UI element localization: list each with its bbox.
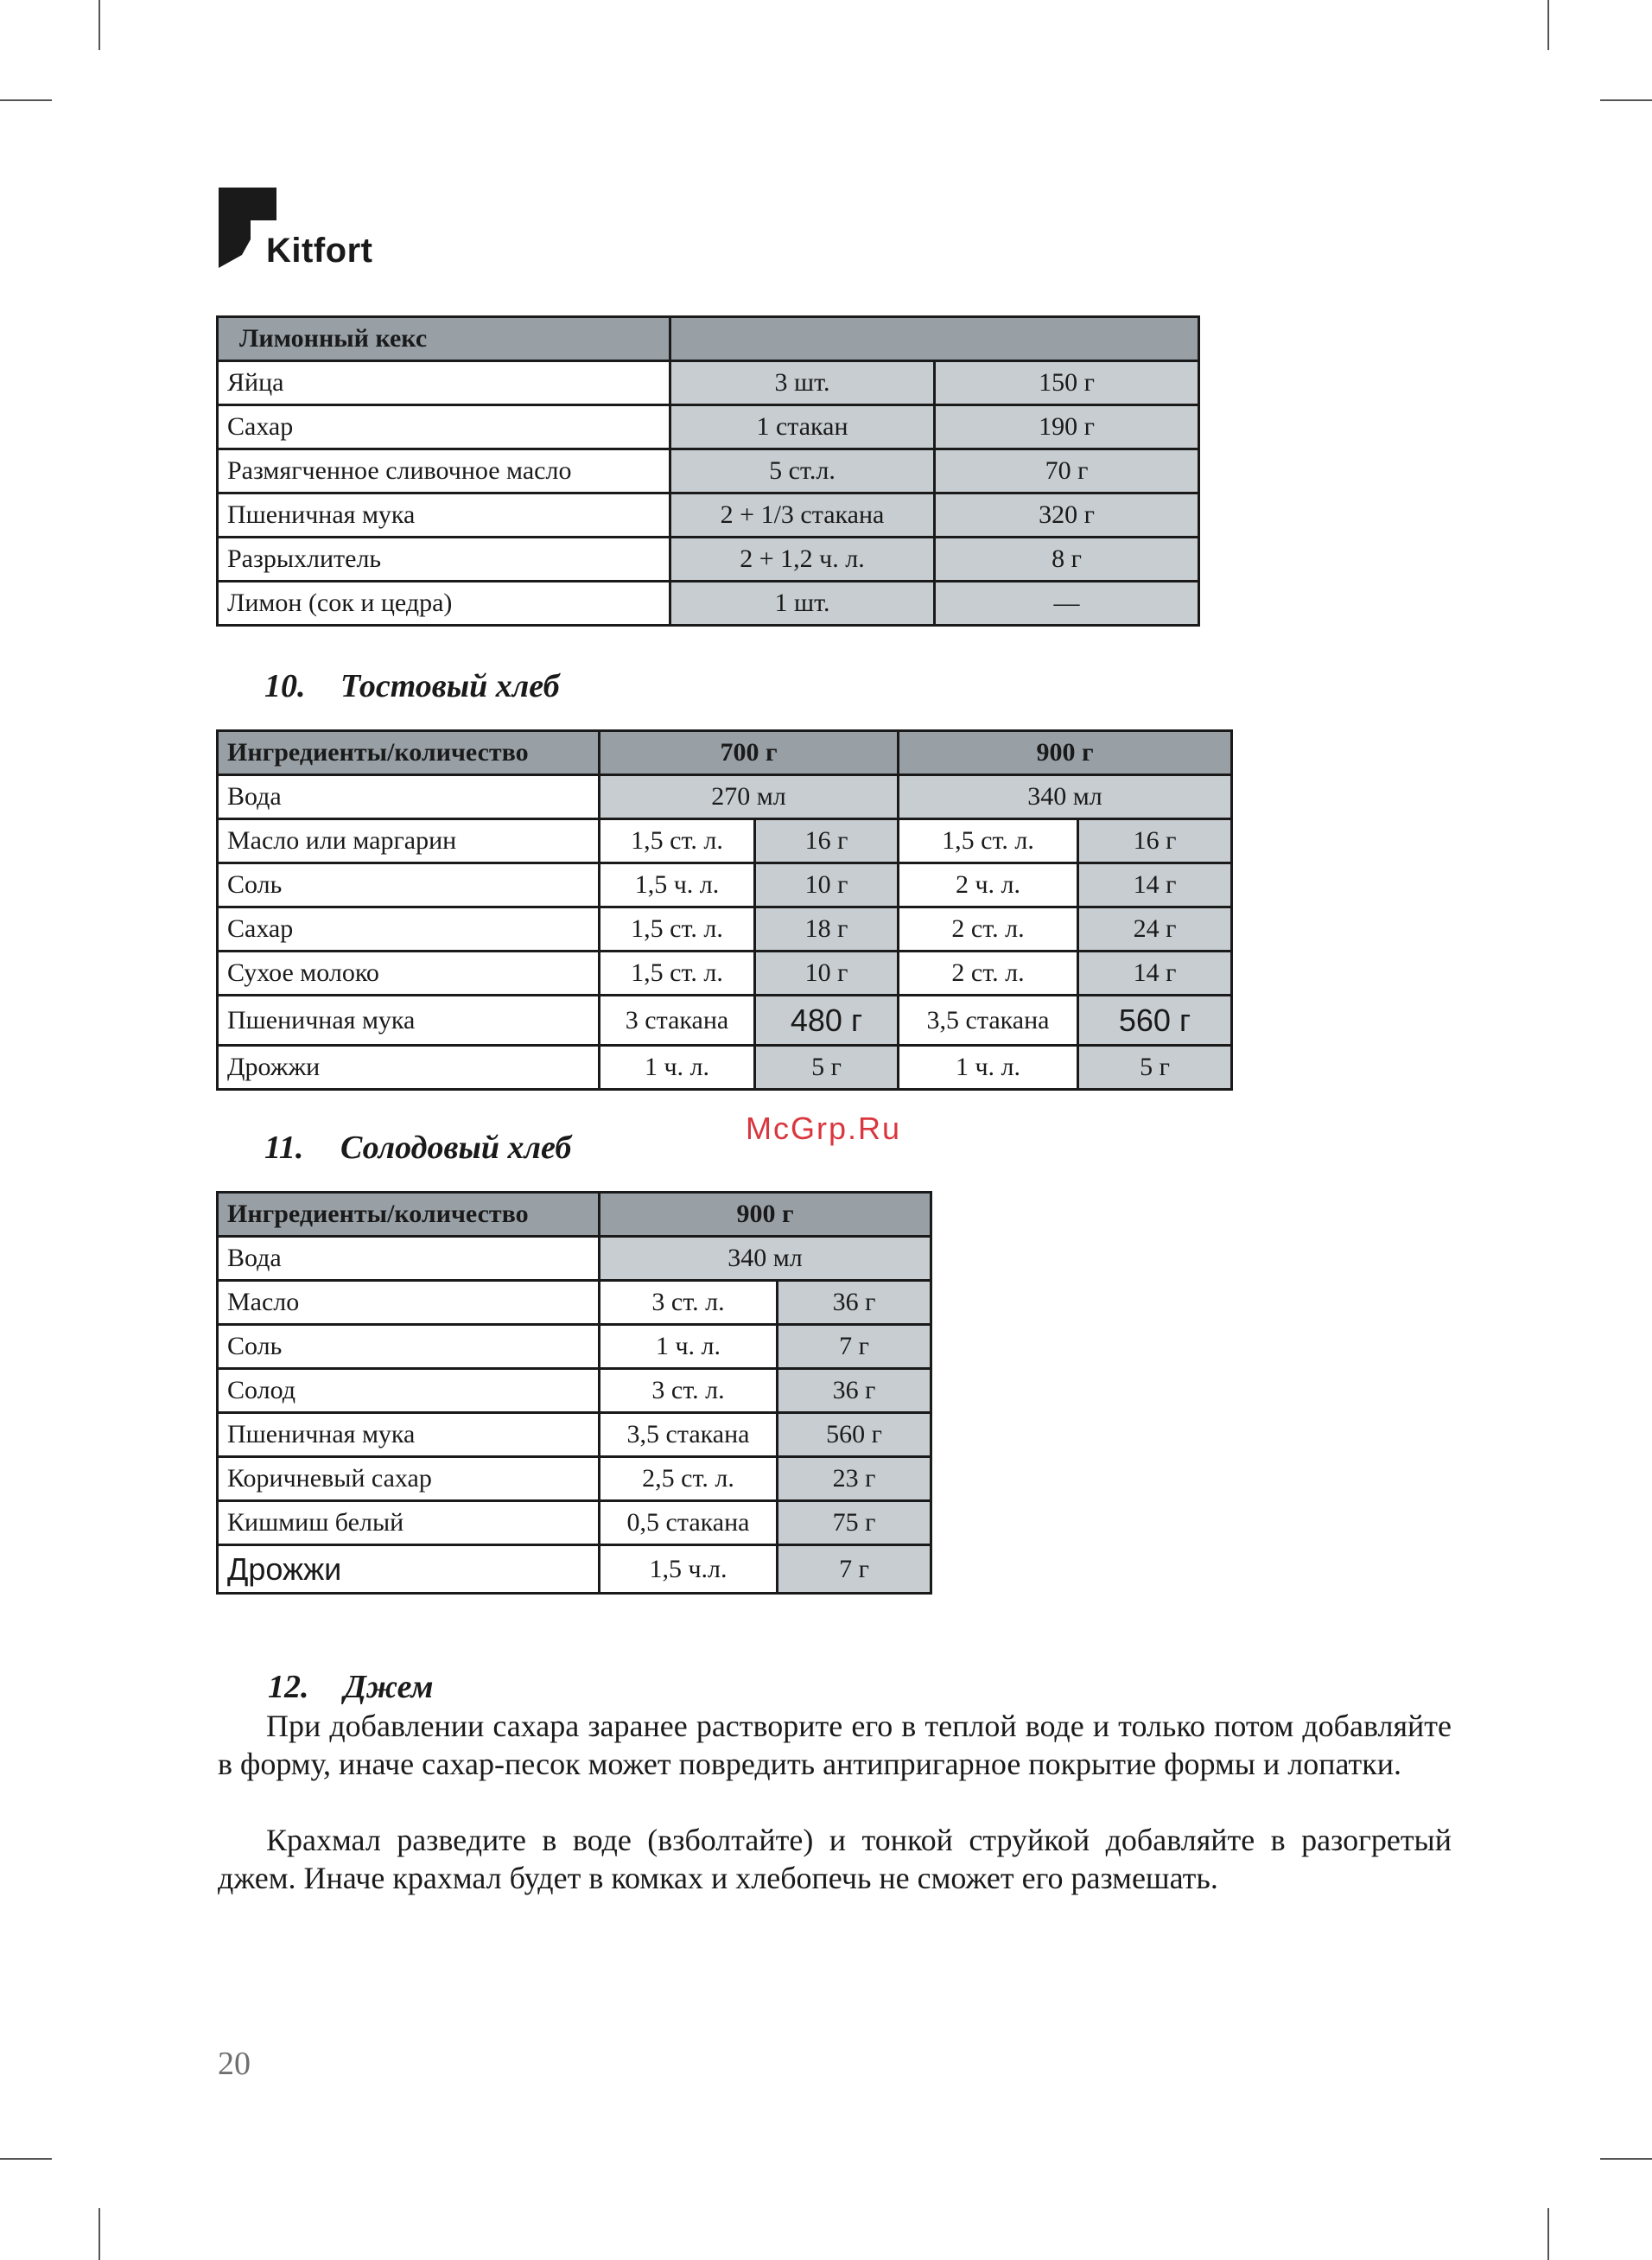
crop-mark bbox=[0, 2158, 52, 2160]
ingredient-weight: 18 г bbox=[755, 907, 899, 952]
ingredient-name: Соль bbox=[218, 1325, 600, 1369]
ingredient-name: Дрожжи bbox=[218, 1545, 600, 1594]
ingredient-weight: 7 г bbox=[778, 1545, 931, 1594]
crop-mark bbox=[1547, 2208, 1549, 2260]
ingredient-weight: 7 г bbox=[778, 1325, 931, 1369]
ingredient-weight: 36 г bbox=[778, 1281, 931, 1325]
ingredient-weight: — bbox=[935, 582, 1199, 626]
ingredient-name: Масло или маргарин bbox=[218, 819, 600, 863]
ingredient-weight: 16 г bbox=[755, 819, 899, 863]
ingredient-weight: 340 мл bbox=[899, 775, 1232, 819]
crop-mark bbox=[1547, 0, 1549, 50]
crop-mark bbox=[98, 0, 100, 50]
ingredient-name: Пшеничная мука bbox=[218, 996, 600, 1046]
table-row bbox=[218, 538, 1199, 582]
lemon-cake-table bbox=[216, 315, 1200, 627]
ingredient-weight: 270 мл bbox=[600, 775, 899, 819]
ingredient-weight: 14 г bbox=[1078, 863, 1232, 907]
ingredient-weight: 560 г bbox=[1078, 996, 1232, 1046]
ingredient-qty: 5 ст.л. bbox=[670, 449, 935, 493]
table-row bbox=[218, 907, 1232, 952]
ingredient-weight: 24 г bbox=[1078, 907, 1232, 952]
ingredient-qty: 1,5 ч.л. bbox=[600, 1545, 778, 1594]
table-row bbox=[218, 1457, 931, 1501]
brand-name: Kitfort bbox=[266, 232, 373, 270]
column-header: Ингредиенты/количество bbox=[218, 1193, 600, 1237]
ingredient-qty: 3 шт. bbox=[670, 361, 935, 405]
ingredient-weight: 8 г bbox=[935, 538, 1199, 582]
section-10-heading bbox=[264, 667, 560, 705]
crop-mark bbox=[1600, 2158, 1652, 2160]
ingredient-qty: 3,5 стакана bbox=[600, 1413, 778, 1457]
table-row bbox=[218, 1369, 931, 1413]
ingredient-name: Яйца bbox=[218, 361, 670, 405]
ingredient-name: Масло bbox=[218, 1281, 600, 1325]
ingredient-weight: 320 г bbox=[935, 493, 1199, 538]
ingredient-weight: 10 г bbox=[755, 863, 899, 907]
ingredient-weight: 16 г bbox=[1078, 819, 1232, 863]
jam-paragraph-1: При добавлении сахара заранее растворите его в теплой воде и только потом добавляйте в форму, иначе сахар-песок может повредить антипригарное покрытие формы и лопатки. bbox=[218, 1709, 1452, 1781]
ingredient-qty: 1,5 ст. л. bbox=[600, 952, 755, 996]
ingredient-name: Разрыхлитель bbox=[218, 538, 670, 582]
ingredient-name: Дрожжи bbox=[218, 1046, 600, 1090]
ingredient-qty: 3 ст. л. bbox=[600, 1281, 778, 1325]
malt-bread-table bbox=[216, 1191, 932, 1595]
watermark-text: McGrp.Ru bbox=[746, 1111, 902, 1146]
section-12-heading bbox=[268, 1668, 434, 1706]
ingredient-weight: 70 г bbox=[935, 449, 1199, 493]
ingredient-weight: 14 г bbox=[1078, 952, 1232, 996]
ingredient-qty: 1 ч. л. bbox=[899, 1046, 1078, 1090]
section-title: Солодовый хлеб bbox=[340, 1130, 572, 1166]
ingredient-qty: 2,5 ст. л. bbox=[600, 1457, 778, 1501]
ingredient-weight: 10 г bbox=[755, 952, 899, 996]
table-row bbox=[218, 863, 1232, 907]
table-row bbox=[218, 1281, 931, 1325]
ingredient-name: Лимон (сок и цедра) bbox=[218, 582, 670, 626]
ingredient-qty: 1 ч. л. bbox=[600, 1325, 778, 1369]
ingredient-name: Коричневый сахар bbox=[218, 1457, 600, 1501]
ingredient-name: Пшеничная мука bbox=[218, 1413, 600, 1457]
ingredient-name: Размягченное сливочное масло bbox=[218, 449, 670, 493]
ingredient-name: Вода bbox=[218, 775, 600, 819]
ingredient-qty: 1 стакан bbox=[670, 405, 935, 449]
table-row bbox=[218, 952, 1232, 996]
page-number: 20 bbox=[218, 2046, 251, 2082]
ingredient-qty: 2 ч. л. bbox=[899, 863, 1078, 907]
column-header: 700 г bbox=[600, 731, 899, 775]
ingredient-qty: 3 стакана bbox=[600, 996, 755, 1046]
ingredient-name: Кишмиш белый bbox=[218, 1501, 600, 1545]
table-row bbox=[218, 1237, 931, 1281]
ingredient-qty: 1,5 ст. л. bbox=[600, 907, 755, 952]
ingredient-weight: 190 г bbox=[935, 405, 1199, 449]
section-11-heading bbox=[264, 1129, 571, 1167]
section-title: Джем bbox=[344, 1669, 434, 1705]
section-number: 10. bbox=[264, 668, 306, 704]
ingredient-name: Сахар bbox=[218, 907, 600, 952]
column-header: 900 г bbox=[600, 1193, 931, 1237]
ingredient-name: Соль bbox=[218, 863, 600, 907]
ingredient-qty: 3,5 стакана bbox=[899, 996, 1078, 1046]
table-row bbox=[218, 493, 1199, 538]
table-header-row bbox=[218, 1193, 931, 1237]
column-header: 900 г bbox=[899, 731, 1232, 775]
table-row bbox=[218, 1046, 1232, 1090]
table-header-row bbox=[218, 317, 1199, 361]
table-row bbox=[218, 582, 1199, 626]
table-row bbox=[218, 1413, 931, 1457]
ingredient-qty: 2 + 1/3 стакана bbox=[670, 493, 935, 538]
table-row bbox=[218, 1501, 931, 1545]
ingredient-name: Сухое молоко bbox=[218, 952, 600, 996]
ingredient-weight: 560 г bbox=[778, 1413, 931, 1457]
table-row bbox=[218, 819, 1232, 863]
crop-mark bbox=[1600, 99, 1652, 101]
ingredient-name: Вода bbox=[218, 1237, 600, 1281]
ingredient-qty: 3 ст. л. bbox=[600, 1369, 778, 1413]
section-number: 12. bbox=[268, 1669, 309, 1705]
jam-paragraph-2: Крахмал разведите в воде (взболтайте) и тонкой струйкой добавляйте в разогретый джем. Иначе крахмал будет в комках и хлебопечь не сможет его размешать. bbox=[218, 1823, 1452, 1895]
ingredient-qty: 1,5 ст. л. bbox=[600, 819, 755, 863]
ingredient-weight: 5 г bbox=[755, 1046, 899, 1090]
crop-mark bbox=[98, 2208, 100, 2260]
ingredient-weight: 75 г bbox=[778, 1501, 931, 1545]
ingredient-qty: 1,5 ст. л. bbox=[899, 819, 1078, 863]
ingredient-weight: 150 г bbox=[935, 361, 1199, 405]
ingredient-qty: 2 ст. л. bbox=[899, 907, 1078, 952]
ingredient-name: Солод bbox=[218, 1369, 600, 1413]
column-header: Ингредиенты/количество bbox=[218, 731, 600, 775]
section-title: Тостовый хлеб bbox=[340, 668, 560, 704]
ingredient-weight: 23 г bbox=[778, 1457, 931, 1501]
ingredient-qty: 1 шт. bbox=[670, 582, 935, 626]
ingredient-qty: 2 ст. л. bbox=[899, 952, 1078, 996]
table-row bbox=[218, 449, 1199, 493]
ingredient-qty: 0,5 стакана bbox=[600, 1501, 778, 1545]
crop-mark bbox=[0, 99, 52, 101]
lemon-cake-title: Лимонный кекс bbox=[218, 317, 670, 361]
ingredient-name: Пшеничная мука bbox=[218, 493, 670, 538]
table-row bbox=[218, 775, 1232, 819]
table-row bbox=[218, 405, 1199, 449]
header-blank bbox=[670, 317, 1199, 361]
ingredient-name: Сахар bbox=[218, 405, 670, 449]
ingredient-weight: 480 г bbox=[755, 996, 899, 1046]
table-row bbox=[218, 1325, 931, 1369]
table-header-row bbox=[218, 731, 1232, 775]
toast-bread-table bbox=[216, 729, 1233, 1091]
ingredient-qty: 1 ч. л. bbox=[600, 1046, 755, 1090]
ingredient-weight: 36 г bbox=[778, 1369, 931, 1413]
table-row bbox=[218, 996, 1232, 1046]
ingredient-qty: 1,5 ч. л. bbox=[600, 863, 755, 907]
ingredient-qty: 2 + 1,2 ч. л. bbox=[670, 538, 935, 582]
section-number: 11. bbox=[264, 1130, 304, 1166]
table-row bbox=[218, 361, 1199, 405]
ingredient-weight: 340 мл bbox=[600, 1237, 931, 1281]
table-row bbox=[218, 1545, 931, 1594]
ingredient-weight: 5 г bbox=[1078, 1046, 1232, 1090]
